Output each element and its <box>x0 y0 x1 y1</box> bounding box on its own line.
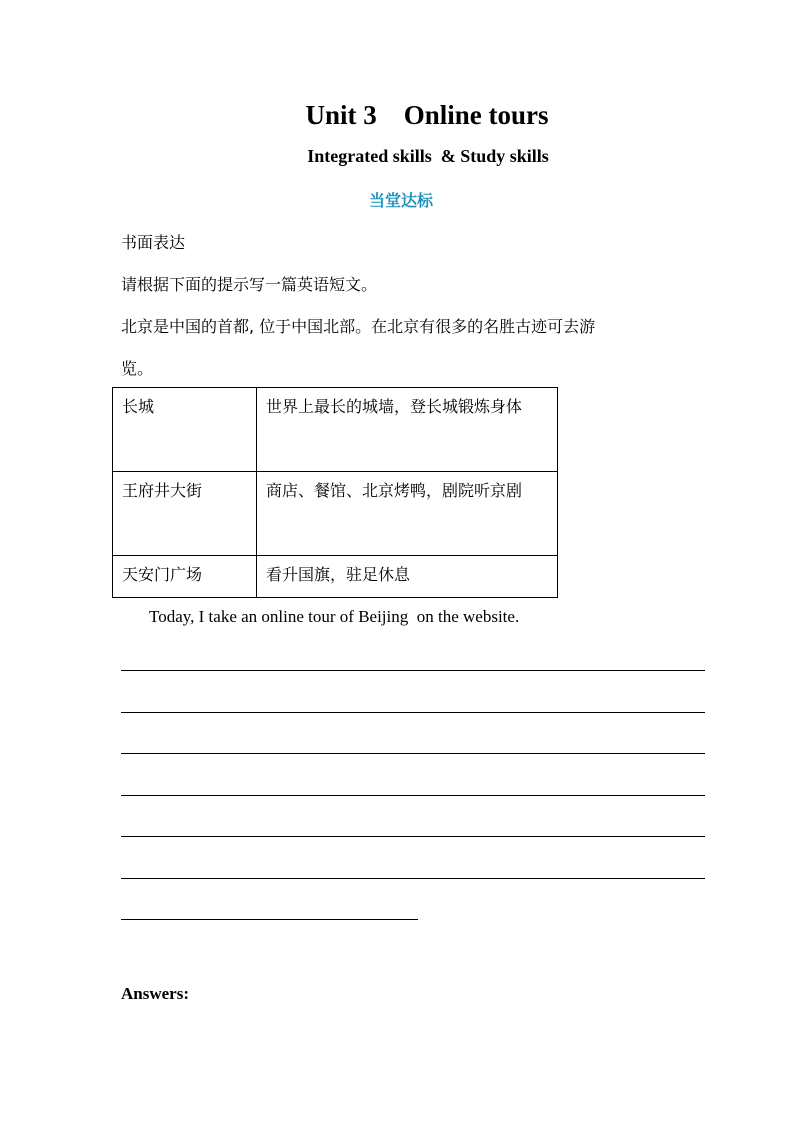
table-cell-place <box>113 388 257 472</box>
answers-label: Answers: <box>121 984 189 1003</box>
writing-line[interactable] <box>121 670 705 671</box>
intro-text-line-2: 览。 <box>121 359 154 378</box>
writing-line-last[interactable] <box>121 919 418 920</box>
intro-text-line-1: 北京是中国的首都, 位于中国北部。在北京有很多的名胜古迹可去游 <box>121 317 596 336</box>
place-name: 长城 <box>122 397 155 416</box>
page-title: Unit 3 Online tours <box>305 100 549 130</box>
writing-line[interactable] <box>121 795 705 796</box>
task-directive: 请根据下面的提示写一篇英语短文。 <box>121 275 378 294</box>
writing-prompt: Today, I take an online tour of Beijing on the website. <box>149 607 520 626</box>
hints-table <box>112 387 558 598</box>
table-cell-detail <box>257 472 558 556</box>
table-row <box>113 472 558 556</box>
place-detail: 世界上最长的城墙，登长城锻炼身体 <box>266 397 523 416</box>
place-detail: 看升国旗，驻足休息 <box>266 565 411 584</box>
table-cell-detail <box>257 388 558 472</box>
table-cell-place <box>113 472 257 556</box>
section-heading: 当堂达标 <box>368 191 433 210</box>
place-detail: 商店、餐馆、北京烤鸭，剧院听京剧 <box>266 481 523 500</box>
place-name: 王府井大街 <box>122 481 203 500</box>
table-cell-detail <box>257 556 558 598</box>
writing-line[interactable] <box>121 836 705 837</box>
task-type-label: 书面表达 <box>121 233 186 252</box>
writing-line[interactable] <box>121 878 705 879</box>
table-row <box>113 556 558 598</box>
table-cell-place <box>113 556 257 598</box>
table-row <box>113 388 558 472</box>
writing-line[interactable] <box>121 712 705 713</box>
place-name: 天安门广场 <box>122 565 203 584</box>
page-subtitle: Integrated skills & Study skills <box>307 146 549 166</box>
writing-line[interactable] <box>121 753 705 754</box>
